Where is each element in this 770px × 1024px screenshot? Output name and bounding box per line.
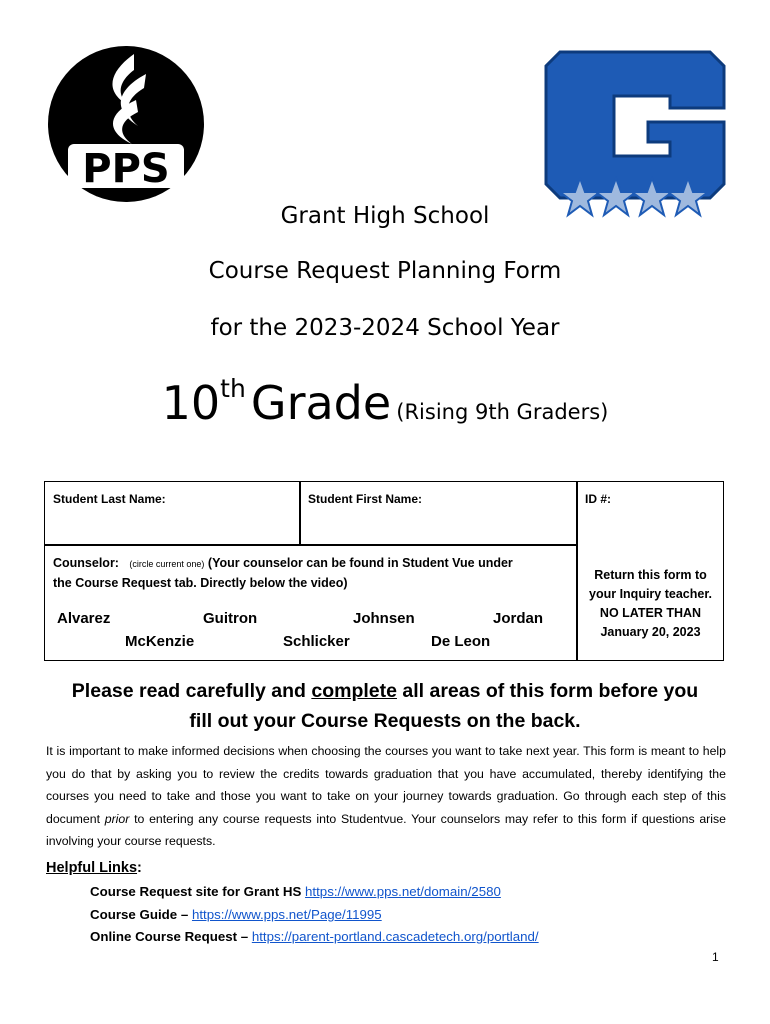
counselor-label: Counselor: [53, 556, 119, 570]
counselor-note-2: the Course Request tab. Directly below the video) [53, 576, 348, 590]
link-url[interactable]: https://www.pps.net/Page/11995 [191, 907, 382, 922]
return-deadline-label: NO LATER THAN [599, 606, 702, 620]
first-name-field[interactable] [308, 510, 570, 540]
counselor-option[interactable]: Guitron [203, 610, 258, 627]
grade-number: 10 [161, 376, 221, 430]
return-instructions [578, 566, 723, 642]
student-info-table [44, 481, 724, 661]
school-year: for the 2023-2024 School Year [210, 315, 560, 341]
link-label: Online Course Request – [90, 929, 252, 944]
link-url[interactable]: https://www.pps.net/domain/2580 [305, 884, 501, 899]
intro-italic: prior [104, 811, 130, 826]
return-deadline-date: January 20, 2023 [600, 625, 701, 639]
counselor-option[interactable]: Jordan [493, 610, 544, 627]
helpful-links-title: Helpful Links: [46, 860, 142, 876]
counselor-option[interactable]: De Leon [431, 633, 491, 650]
link-label: Course Request site for Grant HS [90, 884, 306, 899]
heading-part1: Please read carefully and [71, 680, 312, 702]
intro-paragraph [46, 740, 726, 853]
pps-logo-text: PPS [82, 146, 170, 192]
counselor-option[interactable]: McKenzie [125, 633, 195, 650]
last-name-field[interactable] [53, 510, 293, 540]
grade-word: Grade [250, 376, 392, 430]
link-row [90, 929, 539, 944]
heading-part2: all areas of this form before you [396, 680, 699, 702]
intro-text-end: to entering any course requests into Studentvue. Your counselors may refer to this form if questions arise involving your course requests. [46, 811, 726, 848]
link-url[interactable]: https://parent-portland.cascadetech.org/portland/ [251, 929, 539, 944]
heading-line2: fill out your Course Requests on the back. [189, 710, 581, 732]
grant-g-logo [540, 44, 730, 222]
heading-emphasis: complete [311, 680, 397, 702]
instructions-heading [20, 676, 750, 736]
link-row [90, 884, 501, 899]
first-name-label: Student First Name: [308, 492, 423, 506]
counselor-option[interactable]: Johnsen [353, 610, 415, 627]
return-line: your Inquiry teacher. [589, 587, 712, 601]
counselor-instructions [53, 554, 573, 593]
link-label: Course Guide – [90, 907, 192, 922]
grade-note: (Rising 9th Graders) [396, 400, 609, 424]
return-line: Return this form to [594, 568, 707, 582]
counselor-option[interactable]: Alvarez [57, 610, 111, 627]
pps-logo [46, 44, 206, 204]
page-number: 1 [712, 950, 719, 964]
id-label: ID #: [585, 492, 612, 506]
counselor-option[interactable]: Schlicker [283, 633, 350, 650]
grade-suffix: th [220, 374, 246, 403]
counselor-note-1: (Your counselor can be found in Student Vue under [207, 556, 513, 570]
last-name-label: Student Last Name: [53, 492, 166, 506]
form-title: Course Request Planning Form [208, 258, 562, 284]
counselor-hint: (circle current one) [129, 559, 205, 569]
intro-text: It is important to make informed decisions when choosing the courses you want to take next year. This form is meant to help you do that by asking you to review the credits towards graduation that you have accumulated, thereby identifying the courses you need to take and those you want to take on your journey towards graduation. Go through each step of this document [46, 744, 726, 826]
grade-heading [0, 374, 770, 430]
id-field[interactable] [585, 510, 717, 540]
school-name: Grant High School [280, 203, 490, 229]
link-row [90, 907, 382, 922]
